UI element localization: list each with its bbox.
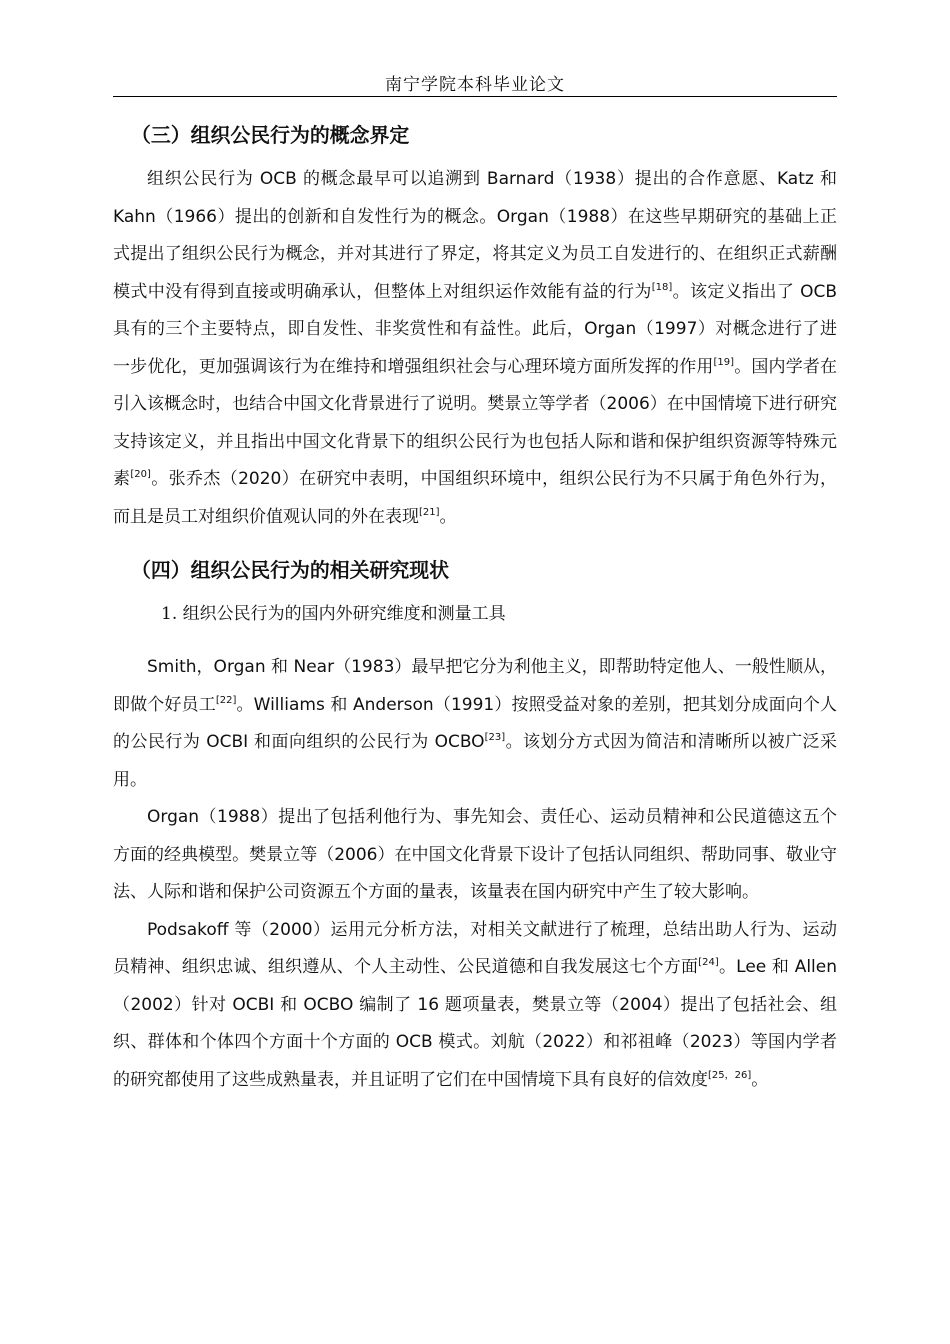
text-run: 。张乔杰（2020）在研究中表明，中国组织环境中，组织公民行为不只属于角色外行为，而且是员工对组织价值观认同的外在表现 — [113, 469, 838, 527]
subheading-1: 1. 组织公民行为的国内外研究维度和测量工具 — [161, 604, 506, 624]
text-run: Podsakoff 等（2000）运用元分析方法，对相关文献进行了梳理，总结出助人行为、运动员精神、组织忠诚、组织遵从、个人主动性、公民道德和自我发展这七个方面 — [113, 919, 837, 977]
paragraph — [113, 912, 837, 1100]
text-run: 。Williams 和 Anderson（1991）按照受益对象的差别，把其划分成面向个人的公民行为 OCBI 和面向组织的公民行为 OCBO — [113, 694, 837, 752]
text-run: 。 — [439, 506, 457, 527]
text-run: 。Lee 和 Allen（2002）针对 OCBI 和 OCBO 编制了 16 题项量表，樊景立等（2004）提出了包括社会、组织、群体和个体四个方面十个方面的 OCB 模式。刘航（2022）和祁祖峰（2023）等国内学者的研究都使用了这些成熟量表，并且证明了它们在中国情境下具有良好的信效度 — [113, 957, 837, 1090]
citation-ref: [25，26] — [708, 1069, 752, 1081]
text-run: 。该定义指出了 OCB 具有的三个主要特点，即自发性、非奖赏性和有益性。此后，Organ（1997）对概念进行了进一步优化，更加强调该行为在维持和增强组织社会与心理环境方面所发挥的作用 — [113, 281, 837, 377]
section-heading-3: （三）组织公民行为的概念界定 — [131, 124, 410, 147]
text-run: Organ（1988）提出了包括利他行为、事先知会、责任心、运动员精神和公民道德这五个方面的经典模型。樊景立等（2006）在中国文化背景下设计了包括认同组织、帮助同事、敬业守法、人际和谐和保护公司资源五个方面的量表，该量表在国内研究中产生了较大影响。 — [113, 807, 837, 902]
section-heading-4: （四）组织公民行为的相关研究现状 — [131, 559, 450, 582]
citation-ref: [21] — [419, 506, 440, 518]
paragraph — [113, 799, 837, 912]
text-run: 。 — [751, 1069, 769, 1090]
citation-ref: [18] — [651, 281, 673, 293]
header-rule — [113, 96, 837, 97]
body-content — [113, 117, 837, 1099]
text-run: 。国内学者在引入该概念时，也结合中国文化背景进行了说明。樊景立等学者（2006）在中国情境下进行研究支持该定义，并且指出中国文化背景下的组织公民行为也包括人际和谐和保护组织资源等特殊元素 — [113, 356, 838, 489]
paragraph — [113, 161, 837, 536]
paragraph — [113, 649, 837, 799]
text-run: 组织公民行为 OCB 的概念最早可以追溯到 Barnard（1938）提出的合作意愿、Katz 和 Kahn（1966）提出的创新和自发性行为的概念。Organ（1988）在这些早期研究的基础上正式提出了组织公民行为概念，并对其进行了界定，将其定义为员工自发进行的、在组织正式薪酬模式中没有得到直接或明确承认，但整体上对组织运作效能有益的行为 — [113, 169, 837, 302]
citation-ref: [19] — [713, 356, 735, 368]
citation-ref: [22] — [215, 694, 237, 706]
citation-ref: [23] — [484, 732, 506, 743]
running-header: 南宁学院本科毕业论文 — [385, 75, 565, 95]
citation-ref: [24] — [698, 957, 719, 968]
text-run: 。该划分方式因为简洁和清晰所以被广泛采用。 — [113, 732, 838, 790]
citation-ref: [20] — [130, 469, 151, 480]
text-run: Smith，Organ 和 Near（1983）最早把它分为利他主义，即帮助特定他人、一般性顺从，即做个好员工 — [113, 657, 837, 715]
